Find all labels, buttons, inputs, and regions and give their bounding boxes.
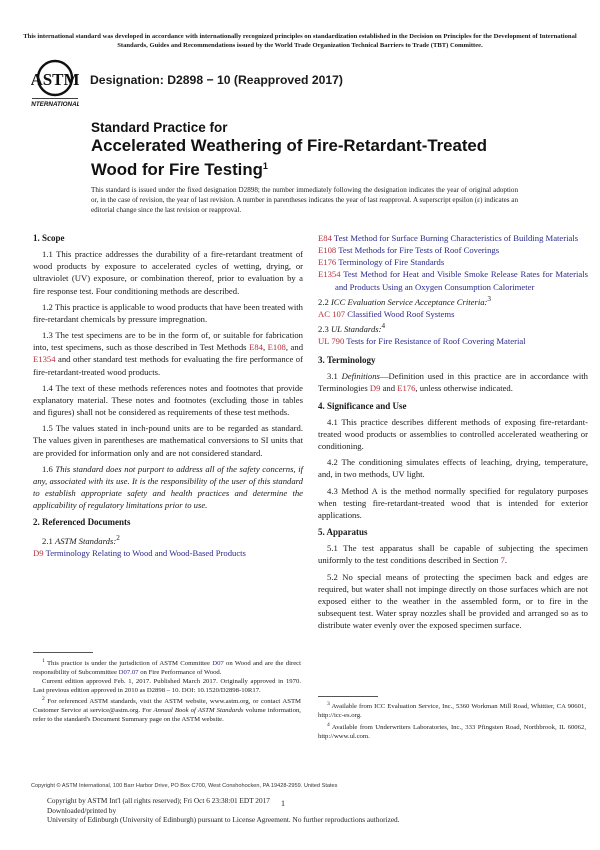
ref-code[interactable]: E84 bbox=[318, 233, 332, 243]
download-line-1: Copyright by ASTM Int'l (all rights reserved); Fri Oct 6 23:38:01 EDT 2017 bbox=[47, 796, 270, 805]
para-1-4: 1.4 The text of these methods references notes and footnotes that provide explanatory material. These notes and footnotes (excluding those in tables and figures) shall not be considered as requirements of these test methods. bbox=[33, 382, 303, 418]
document-title bbox=[91, 120, 531, 180]
para-5-2: 5.2 No special means of protecting the specimen back and edges are required, but water shall not impinge directly on those surfaces which are not exposed either to the weather in the assembled form, or to fire in the subsequent test. Water spray nozzles shall be provided and arranged so as to distribute water evenly over the exposed specimen surface. bbox=[318, 571, 588, 631]
ref-code[interactable]: E108 bbox=[318, 245, 337, 256]
para-1-3-text: 1.3 The test specimens are to be in the form of, or suitable for fabrication into, test specimens, such as those described in Test Methods bbox=[33, 330, 303, 353]
footnote-mark: 1 bbox=[42, 658, 45, 664]
footnote-mark[interactable]: 3 bbox=[487, 294, 492, 303]
ref-item-ac107[interactable] bbox=[318, 308, 588, 320]
link-d07-07[interactable]: D07.07 bbox=[118, 669, 139, 677]
footnote-text: volume information, refer to the standard's Document Summary page on the ASTM website. bbox=[33, 707, 301, 724]
ref-code[interactable]: E1354 bbox=[318, 269, 341, 280]
footnote-4 bbox=[318, 721, 586, 742]
subsection-2-2 bbox=[318, 293, 588, 308]
para-4-1: 4.1 This practice describes different methods of exposing fire-retardant-treated wood products or assemblies to controlled accelerated weathering or conditioning. bbox=[318, 416, 588, 452]
para-1-2: 1.2 This practice is applicable to wood products that have been treated with fire-retardant chemicals by pressure impregnation. bbox=[33, 301, 303, 324]
astm-logo bbox=[31, 58, 79, 110]
para-number: 2.3 bbox=[318, 323, 331, 334]
section-terminology-heading: 3. Terminology bbox=[318, 355, 376, 366]
footnote-mark: 3 bbox=[327, 701, 330, 707]
para-1-6 bbox=[33, 463, 303, 512]
ref-code[interactable]: UL 790 bbox=[318, 336, 345, 346]
ref-title[interactable]: Test Method for Surface Burning Characteristics of Building Materials bbox=[333, 233, 579, 243]
separator: , bbox=[262, 342, 268, 353]
title-prefix: Standard Practice for bbox=[91, 120, 228, 135]
link-d07[interactable]: D07 bbox=[212, 660, 224, 668]
para-text: —Definition used in this practice are in accordance with Terminologies bbox=[318, 371, 588, 394]
issued-note: This standard is issued under the fixed designation D2898; the number immediately following the designation indicates the year of original adoption or, in the case of revision, the year of last revision. A number in parentheses indicates the year of last reapproval. A superscript epsilon (ε) indicates an editorial change since the last revision or reapproval. bbox=[91, 186, 518, 215]
footnote-1-edition: Current edition approved Feb. 1, 2017. Published March 2017. Originally approved in 1970. Last previous edition approved in 2010 as D2898 – 10. DOI: 10.1520/D2898-10R17. bbox=[33, 677, 301, 694]
astm-logo-icon bbox=[31, 58, 79, 110]
link-e176[interactable]: E176 bbox=[397, 383, 416, 394]
para-3-1 bbox=[318, 370, 588, 394]
ref-title[interactable]: Classified Wood Roof Systems bbox=[347, 308, 455, 319]
footnote-italic: Annual Book of ASTM Standards bbox=[153, 707, 244, 715]
footnote-mark: 4 bbox=[327, 721, 330, 728]
footnote-mark: 2 bbox=[42, 696, 45, 703]
para-1-3 bbox=[33, 329, 303, 378]
section-scope-heading: 1. Scope bbox=[33, 233, 65, 243]
link-e1354[interactable]: E1354 bbox=[33, 354, 56, 365]
download-line-3: University of Edinburgh (University of Edinburgh) pursuant to License Agreement. No further reproductions authorized. bbox=[47, 815, 400, 825]
ref-title[interactable]: Tests for Fire Resistance of Roof Covering Material bbox=[346, 336, 526, 346]
separator: , and bbox=[285, 342, 304, 353]
ref-item-e84[interactable] bbox=[318, 232, 588, 244]
svg-text:ASTM: ASTM bbox=[31, 70, 79, 89]
subsection-2-1 bbox=[33, 532, 303, 547]
footnote-1 bbox=[33, 657, 301, 678]
ref-title[interactable]: Test Methods for Fire Tests of Roof Coverings bbox=[338, 245, 500, 256]
footnote-text: Available from ICC Evaluation Service, Inc., 5360 Workman Mill Road, Whittier, CA 90601, http://icc-es.org. bbox=[318, 703, 586, 720]
footnote-3 bbox=[318, 700, 586, 721]
para-text: 5.1 The test apparatus shall be capable of subjecting the specimen uniformly to the test conditions described in Section bbox=[318, 543, 588, 566]
copyright-line: Copyright © ASTM International, 100 Barr Harbor Drive, PO Box C700, West Conshohocken, PA 19428-2959. United States bbox=[31, 783, 338, 789]
footnote-text: Available from Underwriters Laboratories, Inc., 333 Pfingsten Road, Northbrook, IL 60062, http://www.ul.com. bbox=[318, 724, 586, 740]
para-text: , unless otherwise indicated. bbox=[415, 383, 513, 394]
para-number: 3.1 bbox=[327, 371, 342, 382]
ref-title[interactable]: Terminology Relating to Wood and Wood-Based Products bbox=[45, 548, 246, 559]
svg-text:INTERNATIONAL: INTERNATIONAL bbox=[31, 101, 79, 108]
footnote-mark[interactable]: 4 bbox=[381, 321, 386, 330]
title-footnote-mark[interactable]: 1 bbox=[262, 161, 268, 171]
download-notice bbox=[47, 796, 400, 825]
subsection-2-1-label: ASTM Standards: bbox=[54, 536, 117, 547]
link-e84[interactable]: E84 bbox=[249, 342, 263, 353]
download-line-2: Downloaded/printed by bbox=[47, 805, 117, 815]
footnote-2 bbox=[33, 695, 301, 725]
footnote-text: on Wood and are the direct responsibility of Subcommittee bbox=[33, 660, 301, 677]
ref-code[interactable]: AC 107 bbox=[318, 308, 346, 319]
footnote-divider bbox=[33, 652, 93, 653]
ref-item-e108[interactable] bbox=[318, 244, 588, 256]
title-main-text: Accelerated Weathering of Fire-Retardant-Treated Wood for Fire Testing bbox=[91, 136, 488, 179]
ref-item-e1354[interactable] bbox=[318, 268, 588, 292]
ref-code[interactable]: E176 bbox=[318, 257, 337, 268]
term-definitions: Definitions bbox=[341, 371, 380, 382]
right-column bbox=[318, 232, 588, 635]
wto-notice: This international standard was developed in accordance with internationally recognized principles on standardization established in the Decision on Principles for the Development of International Standards, Guides and Recommendations issued by the World Trade Organization Technical Barriers to Trade (TBT) Committee. bbox=[23, 33, 577, 49]
footnotes-right bbox=[318, 700, 586, 742]
footnote-text: For referenced ASTM standards, visit the ASTM website, www.astm.org, or contact ASTM Customer Service at service@astm.org. For bbox=[33, 698, 301, 715]
ref-item-d9[interactable] bbox=[33, 547, 303, 559]
left-column bbox=[33, 232, 303, 560]
section-apparatus-heading: 5. Apparatus bbox=[318, 527, 368, 538]
footnotes-left bbox=[33, 657, 301, 725]
ref-title[interactable]: Terminology of Fire Standards bbox=[338, 257, 445, 268]
para-1-3-text-end: and other standard test methods for evaluating the fire performance of fire-retardant-treated wood products. bbox=[33, 354, 303, 377]
link-e108[interactable]: E108 bbox=[267, 342, 286, 353]
footnote-mark[interactable]: 2 bbox=[116, 534, 120, 543]
footnote-divider bbox=[318, 696, 378, 697]
para-5-1 bbox=[318, 542, 588, 566]
ref-code[interactable]: D9 bbox=[33, 548, 44, 559]
para-text: . bbox=[504, 555, 508, 566]
designation: Designation: D2898 − 10 (Reapproved 2017) bbox=[90, 73, 343, 87]
para-text: and bbox=[380, 383, 398, 394]
section-referenced-heading: 2. Referenced Documents bbox=[33, 517, 131, 528]
page-number: 1 bbox=[281, 799, 285, 808]
title-main bbox=[91, 136, 531, 180]
subsection-2-3-label: UL Standards: bbox=[330, 323, 382, 334]
para-4-3: 4.3 Method A is the method normally specified for regulatory purposes when testing fire-retardant-treated wood that is intended for exterior applications. bbox=[318, 485, 588, 520]
link-d9[interactable]: D9 bbox=[369, 383, 381, 394]
para-1-1: 1.1 This practice addresses the durability of a fire-retardant treatment of wood products by exposure to accelerated cycles of wetting, drying, or ultraviolet (UV) exposure, or combination thereof, prior to evaluation by a fire response test. Four conditioning methods are described. bbox=[33, 249, 303, 296]
link-section-7[interactable]: 7 bbox=[500, 555, 505, 566]
para-4-2: 4.2 The conditioning simulates effects of leaching, drying, temperature, and, in two methods, UV light. bbox=[318, 457, 588, 480]
para-number: 2.1 bbox=[42, 536, 55, 547]
section-significance-heading: 4. Significance and Use bbox=[318, 400, 407, 411]
para-number: 2.2 bbox=[318, 296, 331, 307]
para-1-5: 1.5 The values stated in inch-pound units are to be regarded as standard. The values given in parentheses are mathematical conversions to SI units that are provided for information only and are not considered standard. bbox=[33, 423, 303, 458]
para-1-6-text: This standard does not purport to address all of the safety concerns, if any, associated with its use. It is the responsibility of the user of this standard to establish appropriate safety and health practices and determine the applicability of regulatory limitations prior to use. bbox=[33, 463, 303, 511]
para-number: 1.6 bbox=[42, 463, 56, 474]
ref-title[interactable]: Test Method for Heat and Visible Smoke Release Rates for Materials and Products Using an Oxygen Consumption Calorimeter bbox=[335, 269, 588, 292]
subsection-2-2-label: ICC Evaluation Service Acceptance Criteria: bbox=[330, 296, 488, 307]
footnote-text: This practice is under the jurisdiction of ASTM Committee bbox=[44, 660, 213, 668]
ref-item-e176[interactable] bbox=[318, 256, 588, 268]
footnote-text: on Fire Performance of Wood. bbox=[138, 669, 222, 677]
ref-item-ul790[interactable] bbox=[318, 335, 588, 347]
subsection-2-3 bbox=[318, 320, 588, 335]
